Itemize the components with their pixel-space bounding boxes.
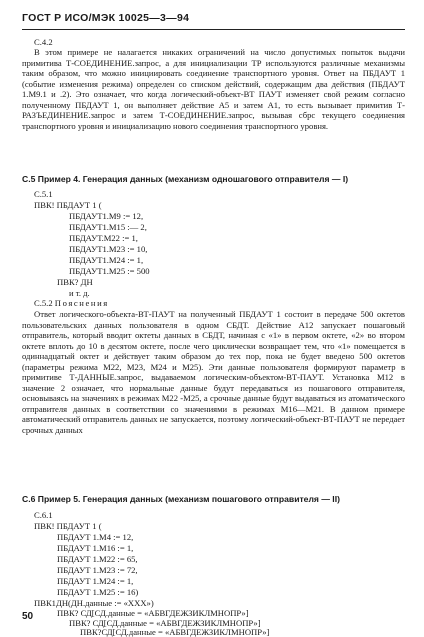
subsection-number: C.4.2 bbox=[34, 37, 53, 47]
code-line: ПВК1ДН(ДН.данные := «XXX») bbox=[34, 598, 154, 608]
code-line: ПБДАУТ 1.М23 := 72, bbox=[57, 565, 138, 575]
code-line: ПБДАУТ1.М23 := 10, bbox=[69, 244, 148, 254]
subsection-number: С.5.2 bbox=[34, 298, 53, 308]
subsection-caption bbox=[34, 298, 109, 308]
code-line: и т. д. bbox=[69, 288, 90, 298]
code-line: ПБДАУТ 1.М25 := 16) bbox=[57, 587, 139, 597]
section-heading-example-5: С.6 Пример 5. Генерация данных (механизм пошагового отправителя — II) bbox=[22, 494, 340, 504]
paragraph-c42: В этом примере не налагается никаких ограничений на число допустимых попыток выдачи примитива Т-СОЕДИНЕНИЕ.запрос, а для инициализации ТР используются различные механизмы таким образом, что можно инициировать соединение транспортного уровня. Ответ на ПБДАУТ 1 (событие изменения режима) определен со списком действий, содержащим два действия (ПБДАУТ 1.М9.1 и .2). Это означает, что когда логический-объект-ВТ ПАУТ изменяет свой режим согласно полученному ПБДАУТ 1, он выполняет действие А5 и затем А1, то есть вызывает примитив Т-РАЗЪЕДИНЕНИЕ.запрос и затем Т-СОЕДИНЕНИЕ.запрос, вызывая сбрс текущего соединения транспортного уровня и инициализацию нового соединения транспортного уровня. bbox=[22, 47, 405, 131]
code-line: ПВК! ПБДАУТ 1 ( bbox=[34, 200, 102, 210]
code-line: ПВК? СД[СД.данные = «АБВГДЕЖЗИКЛМНОПР»] bbox=[57, 608, 249, 618]
code-line: ПБДАУТ1.М9 := 12, bbox=[69, 211, 144, 221]
section-heading-example-4: С.5 Пример 4. Генерация данных (механизм одношагового отправителя — I) bbox=[22, 174, 349, 184]
subsection-number: С.6.1 bbox=[34, 510, 53, 520]
page-number: 50 bbox=[22, 611, 34, 622]
code-line: ПБДАУТ 1.М24 := 1, bbox=[57, 576, 134, 586]
header-rule bbox=[22, 29, 405, 30]
code-line: ПВК! ПБДАУТ 1 ( bbox=[34, 521, 102, 531]
code-line: ПБДАУТ 1.М22 := 65, bbox=[57, 554, 138, 564]
code-line: ПБДАУТ1.М24 := 1, bbox=[69, 255, 144, 265]
code-line: ПБДАУТ1.М25 := 500 bbox=[69, 266, 150, 276]
code-line: ПВК?СД[СД.данные = «АБВГДЕЖЗИКЛМНОПР»] bbox=[80, 627, 270, 637]
code-line: ПВК? СД[СД.данные = «АБВГДЕЖЗИКЛМНОПР»] bbox=[69, 618, 261, 628]
code-line: ПБДАУТ1.М15 :— 2, bbox=[69, 222, 147, 232]
paragraph-example-4: Ответ логического-объекта-ВТ-ПАУТ на полученный ПБДАУТ 1 состоит в передаче 500 октетов пользовательских данных пользователя в одном СБДТ. Действие А12 запускает пошаговый отправитель, который вводит октеты данных в СБДТ, начиная с «1» в первом октете, «2» во втором октете вплоть до 10 в десятом октете, после чего циклически возвращает тем, что «1» помещается в одиннадцатый октет и действует таким образом до тех пор, пока не будет введено 500 октетов (параметры режима М22, М23, М24 и М25). Эти данные пользователя формируют параметр в примитиве Т-ДАННЫЕ.запрос, выдаваемом логическим-объектом-ВТ-ПАУТ. Установка М12 в значение 2 означает, что нормальные данные будут передаваться из пошагового отправителя, основываясь на значениях в режимах М22 -М25, а срочные данные будут выдаваться из атоматического отправителя данных в соответствии со значениями в режимах М16—М21. В данном примере автоматический отправитель данных не запускается, поэтому логический-объект-ВТ-ПАУТ не передает срочных данных bbox=[22, 309, 405, 436]
code-line: ПВК? ДН bbox=[57, 277, 93, 287]
code-line: ПБДАУТ.М22 := 1, bbox=[69, 233, 138, 243]
code-line: ПБДАУТ 1.М16 := 1, bbox=[57, 543, 134, 553]
subsection-number: С.5.1 bbox=[34, 189, 53, 199]
code-line: ПБДАУТ 1.М4 := 12, bbox=[57, 532, 134, 542]
document-header: ГОСТ Р ИСО/МЭК 10025—3—94 bbox=[22, 12, 190, 24]
explanation-label: Пояснения bbox=[54, 298, 109, 308]
